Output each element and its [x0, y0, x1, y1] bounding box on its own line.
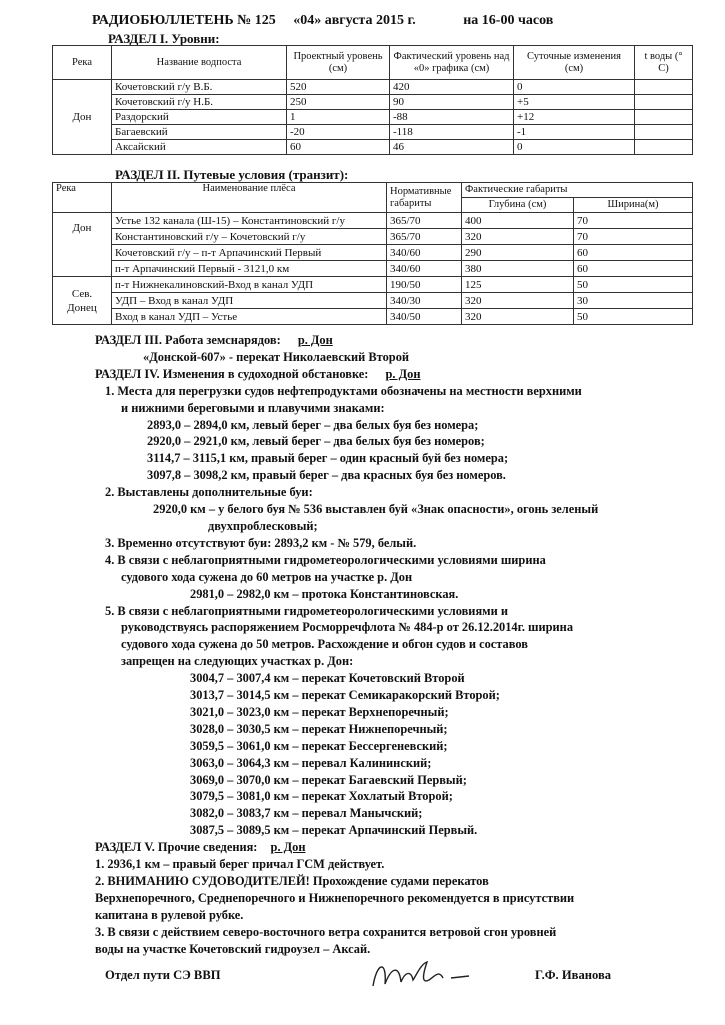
section5-heading [95, 839, 675, 856]
bulletin-title: РАДИОБЮЛЛЕТЕНЬ № 125 [92, 13, 276, 28]
table-row [53, 229, 693, 245]
station-cell: Раздорский [112, 110, 287, 125]
list-item: 3087,5 – 3089,5 км – перекат Арпачинский Первый. [190, 823, 478, 838]
norm-cell: 365/70 [387, 229, 462, 245]
section1-title: РАЗДЕЛ I. Уровни: [108, 31, 220, 46]
table-row [53, 245, 693, 261]
item4-line-b: судового хода сужена до 60 метров на участке р. Дон [121, 569, 413, 584]
col-station: Название водпоста [112, 46, 287, 80]
col-actual-level: Фактический уровень над «0» графика (см) [390, 46, 514, 80]
list-item: 3028,0 – 3030,5 км – перекат Нижнепоречный; [190, 721, 448, 736]
width-cell: 30 [574, 293, 693, 309]
river-cell: Дон [53, 80, 112, 155]
reach-cell: УДП – Вход в канал УДП [112, 293, 387, 309]
col-reach-name: Наименование плёса [112, 183, 387, 213]
table-row [53, 80, 693, 95]
depth-cell: 400 [462, 213, 574, 229]
item2-line-b: двухпроблесковый; [208, 518, 318, 533]
item4-line-c: 2981,0 – 2982,0 км – протока Константиновская. [190, 586, 459, 601]
list-item: 3069,0 – 3070,0 км – перекат Багаевский Первый; [190, 772, 467, 787]
station-cell: Багаевский [112, 125, 287, 140]
width-cell: 50 [574, 309, 693, 325]
col-depth: Глубина (см) [462, 198, 574, 213]
col-daily-change: Суточные изменения (см) [514, 46, 635, 80]
depth-cell: 320 [462, 309, 574, 325]
depth-cell: 290 [462, 245, 574, 261]
table-row [53, 95, 693, 110]
section2-title: РАЗДЕЛ II. Путевые условия (транзит): [115, 167, 349, 182]
item3-line: 3. Временно отсутствуют буи: 2893,2 км - № 579, белый. [105, 535, 417, 550]
list-item: 3082,0 – 3083,7 км – перевал Манычский; [190, 806, 423, 821]
note2-line-a: 2. ВНИМАНИЮ СУДОВОДИТЕЛЕЙ! Прохождение судами перекатов [95, 874, 489, 888]
design-cell: -20 [287, 125, 390, 140]
river-cell: Дон [53, 213, 112, 277]
reach-cell: Вход в канал УДП – Устье [112, 309, 387, 325]
table-row [53, 261, 693, 277]
station-cell: Аксайский [112, 140, 287, 155]
list-item: 3059,5 – 3061,0 км – перекат Бессергеневский; [190, 738, 448, 753]
width-cell: 70 [574, 213, 693, 229]
item5-line-d: запрещен на следующих участках р. Дон: [121, 654, 354, 669]
note3-line-a: 3. В связи с действием северо-восточного ветра сохранится ветровой сгон уровней [95, 924, 557, 939]
norm-cell: 340/60 [387, 261, 462, 277]
list-item: 3079,5 – 3081,0 км – перекат Хохлатый Второй; [190, 789, 453, 804]
norm-cell: 340/50 [387, 309, 462, 325]
norm-cell: 340/30 [387, 293, 462, 309]
actual-cell: -118 [390, 125, 514, 140]
list-item: 3097,8 – 3098,2 км, правый берег – два красных буя без номеров. [147, 468, 506, 483]
col-water-temp: t воды (° C) [635, 46, 693, 80]
table-row [53, 293, 693, 309]
list-item: 3114,7 – 3115,1 км, правый берег – один красный буй без номера; [147, 451, 509, 466]
norm-cell: 190/50 [387, 277, 462, 293]
transit-table [52, 182, 693, 325]
norm-cell: 365/70 [387, 213, 462, 229]
temp-cell [635, 110, 693, 125]
table-row [53, 140, 693, 155]
bulletin-body [95, 332, 675, 958]
section3-title: РАЗДЕЛ III. Работа земснарядов: [95, 333, 281, 347]
col-river: Река [53, 183, 112, 213]
col-river: Река [53, 46, 112, 80]
list-item: 2893,0 – 2894,0 км, левый берег – два белых буя без номера; [147, 417, 479, 432]
reach-cell: п-т Нижнекалиновский-Вход в канал УДП [112, 277, 387, 293]
item1-line-b: и нижними береговыми и плавучими знаками: [121, 400, 385, 415]
actual-cell: -88 [390, 110, 514, 125]
section5-title: РАЗДЕЛ V. Прочие сведения: [95, 840, 258, 855]
temp-cell [635, 95, 693, 110]
design-cell: 60 [287, 140, 390, 155]
list-item: 3013,7 – 3014,5 км – перекат Семикаракорский Второй; [190, 688, 500, 703]
reach-cell: п-т Арпачинский Первый - 3121,0 км [112, 261, 387, 277]
section3-heading [95, 332, 675, 349]
width-cell: 50 [574, 277, 693, 293]
design-cell: 520 [287, 80, 390, 95]
note1-line: 1. 2936,1 км – правый берег причал ГСМ действует. [95, 857, 385, 872]
change-cell: +12 [514, 110, 635, 125]
item2-line: 2. Выставлены дополнительные буи: [105, 485, 313, 500]
depth-cell: 320 [462, 293, 574, 309]
item5-line-c: судового хода сужена до 50 метров. Расхождение и обгон судов и составов [121, 637, 528, 652]
signer-name: Г.Ф. Иванова [535, 968, 612, 982]
item4-line-a: 4. В связи с неблагоприятными гидрометеорологическими условиями ширина [105, 552, 546, 567]
item5-line-a: 5. В связи с неблагоприятными гидрометеорологическими условиями и [105, 603, 508, 618]
note3-line-b: воды на участке Кочетовский гидроузел – Аксай. [95, 941, 371, 956]
temp-cell [635, 80, 693, 95]
levels-table [52, 45, 693, 155]
reach-cell: Устье 132 канала (Ш-15) – Константиновский г/у [112, 213, 387, 229]
section3-river: р. Дон [297, 333, 333, 347]
col-width: Ширина(м) [574, 198, 693, 213]
col-design-level: Проектный уровень (см) [287, 46, 390, 80]
bulletin-time: на 16-00 часов [463, 13, 554, 28]
reach-cell: Кочетовский г/у – п-т Арпачинский Первый [112, 245, 387, 261]
reach-cell: Константиновский г/у – Кочетовский г/у [112, 229, 387, 245]
list-item: 2920,0 – 2921,0 км, левый берег – два белых буя без номеров; [147, 434, 485, 449]
depth-cell: 320 [462, 229, 574, 245]
section4-river: р. Дон [385, 366, 421, 381]
river-cell: Сев. Донец [53, 277, 112, 325]
signature-mark [365, 954, 485, 994]
depth-cell: 380 [462, 261, 574, 277]
change-cell: 0 [514, 140, 635, 155]
design-cell: 250 [287, 95, 390, 110]
table-row [53, 125, 693, 140]
col-norm-size: Нормативные габариты [387, 183, 462, 213]
change-cell: -1 [514, 125, 635, 140]
width-cell: 70 [574, 229, 693, 245]
actual-cell: 420 [390, 80, 514, 95]
design-cell: 1 [287, 110, 390, 125]
list-item: 3021,0 – 3023,0 км – перекат Верхнепоречный; [190, 704, 449, 719]
note2-line-b: Верхнепоречного, Среднепоречного и Нижнепоречного рекомендуется в присутствии [95, 890, 575, 905]
list-item: 3004,7 – 3007,4 км – перекат Кочетовский Второй [190, 671, 465, 686]
item5-line-b: руководствуясь распоряжением Росморречфлота № 484-р от 26.12.2014г. ширина [121, 620, 574, 635]
table-row [53, 309, 693, 325]
bulletin-date: «04» августа 2015 г. [293, 13, 416, 28]
temp-cell [635, 125, 693, 140]
temp-cell [635, 140, 693, 155]
bulletin-header [92, 13, 567, 29]
actual-cell: 90 [390, 95, 514, 110]
station-cell: Кочетовский г/у В.Б. [112, 80, 287, 95]
table-row [53, 110, 693, 125]
change-cell: 0 [514, 80, 635, 95]
item2-line-a: 2920,0 км – у белого буя № 536 выставлен буй «Знак опасности», огонь зеленый [153, 502, 599, 517]
change-cell: +5 [514, 95, 635, 110]
actual-cell: 46 [390, 140, 514, 155]
station-cell: Кочетовский г/у Н.Б. [112, 95, 287, 110]
note2-line-c: капитана в рулевой рубке. [95, 907, 244, 922]
table-row [53, 213, 693, 229]
department-label: Отдел пути СЭ ВВП [105, 968, 221, 982]
section5-river: р. Дон [270, 840, 306, 855]
list-item: 3063,0 – 3064,3 км – перевал Калининский; [190, 755, 432, 770]
col-actual-size: Фактические габариты [462, 183, 693, 198]
width-cell: 60 [574, 245, 693, 261]
section4-heading [95, 366, 675, 383]
table-row [53, 277, 693, 293]
dredger-line: «Донской-607» - перекат Николаевский Второй [143, 349, 410, 364]
width-cell: 60 [574, 261, 693, 277]
item1-line-a: 1. Места для перегрузки судов нефтепродуктами обозначены на местности верхними [105, 383, 582, 398]
section4-title: РАЗДЕЛ IV. Изменения в судоходной обстановке: [95, 366, 369, 381]
depth-cell: 125 [462, 277, 574, 293]
norm-cell: 340/60 [387, 245, 462, 261]
